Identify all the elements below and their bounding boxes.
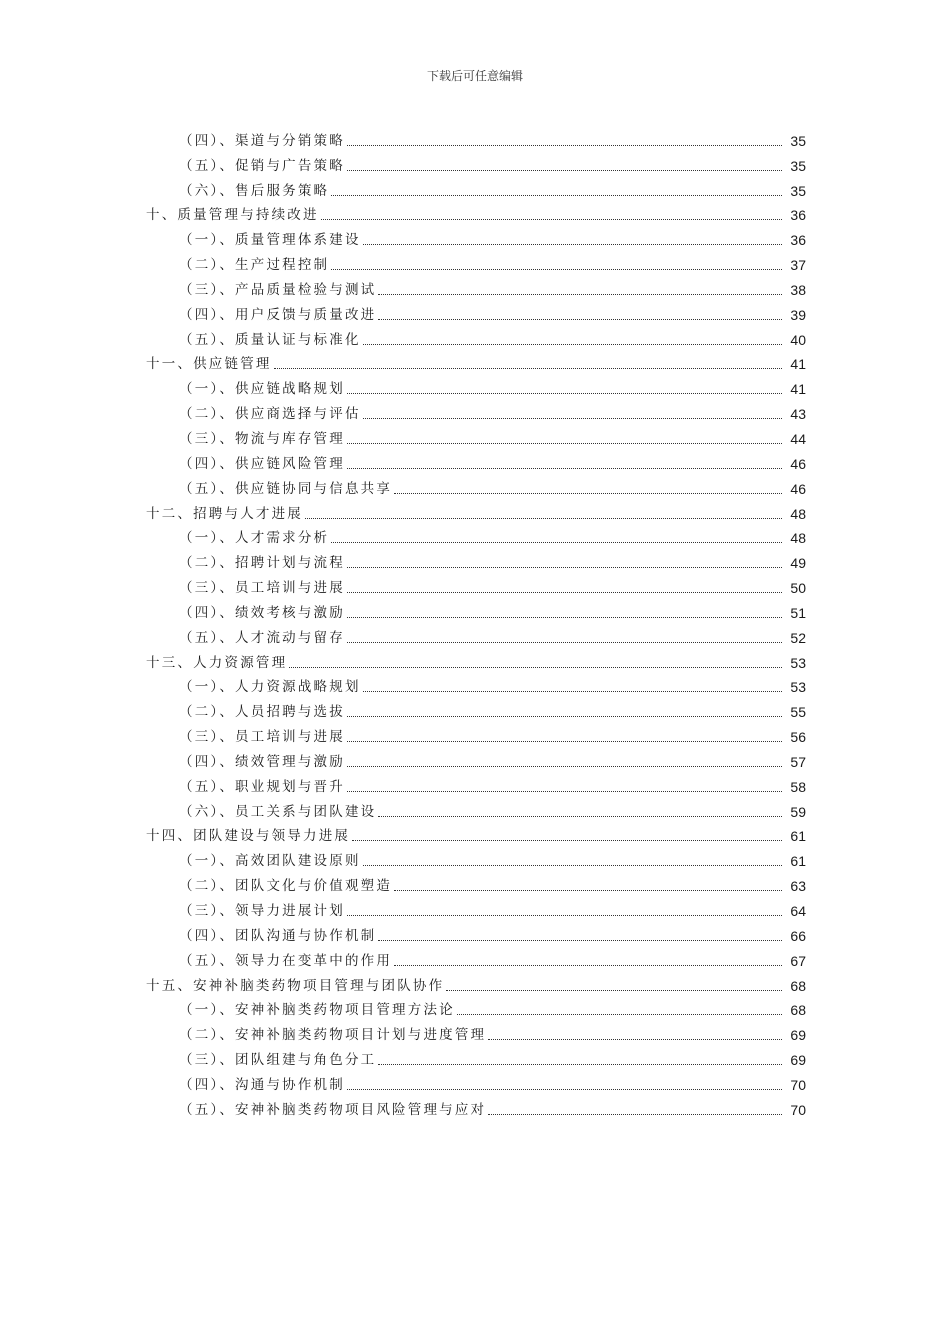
toc-entry-title: （三）、物流与库存管理 (179, 430, 345, 447)
toc-page-number: 61 (790, 853, 806, 870)
toc-dot-leader (394, 965, 782, 966)
toc-dot-leader (289, 667, 782, 668)
toc-entry-title: （二）、招聘计划与流程 (179, 555, 345, 572)
toc-section-entry[interactable] (0, 373, 950, 398)
toc-page-number: 37 (790, 257, 806, 274)
toc-page-number: 39 (790, 306, 806, 323)
toc-section-entry[interactable] (0, 423, 950, 448)
toc-entry-title: （一）、质量管理体系建设 (179, 232, 361, 249)
toc-section-entry[interactable] (0, 274, 950, 299)
toc-entry-title: 十、质量管理与持续改进 (146, 207, 319, 224)
toc-chapter-entry[interactable] (0, 821, 950, 846)
toc-dot-leader (347, 791, 782, 792)
toc-chapter-entry[interactable] (0, 200, 950, 225)
toc-page-number: 70 (790, 1076, 806, 1093)
toc-page-number: 51 (790, 604, 806, 621)
toc-section-entry[interactable] (0, 696, 950, 721)
toc-entry-title: （一）、人力资源战略规划 (179, 679, 361, 696)
toc-dot-leader (378, 816, 782, 817)
toc-dot-leader (347, 393, 782, 394)
toc-dot-leader (352, 840, 782, 841)
toc-entry-title: （三）、团队组建与角色分工 (179, 1052, 377, 1069)
toc-entry-title: （六）、员工关系与团队建设 (179, 803, 377, 820)
toc-dot-leader (347, 1089, 782, 1090)
toc-page-number: 53 (790, 654, 806, 671)
toc-section-entry[interactable] (0, 895, 950, 920)
toc-page-number: 41 (790, 381, 806, 398)
toc-entry-title: （四）、沟通与协作机制 (179, 1076, 345, 1093)
toc-page-number: 70 (790, 1101, 806, 1118)
toc-page-number: 68 (790, 977, 806, 994)
toc-entry-title: （二）、人员招聘与选拔 (179, 704, 345, 721)
toc-page-number: 35 (790, 157, 806, 174)
toc-dot-leader (347, 716, 782, 717)
toc-page-number: 43 (790, 406, 806, 423)
toc-dot-leader (488, 1114, 782, 1115)
toc-entry-title: （五）、领导力在变革中的作用 (179, 952, 393, 969)
toc-page-number: 49 (790, 555, 806, 572)
toc-chapter-entry[interactable] (0, 498, 950, 523)
toc-page-number: 59 (790, 803, 806, 820)
toc-dot-leader (274, 368, 782, 369)
toc-dot-leader (331, 269, 782, 270)
toc-entry-title: 十一、供应链管理 (146, 356, 272, 373)
toc-entry-title: （一）、供应链战略规划 (179, 381, 345, 398)
toc-page-number: 66 (790, 927, 806, 944)
toc-entry-title: （四）、绩效管理与激励 (179, 753, 345, 770)
toc-entry-title: （四）、渠道与分销策略 (179, 132, 345, 149)
toc-entry-title: （二）、生产过程控制 (179, 257, 330, 274)
toc-section-entry[interactable] (0, 995, 950, 1020)
toc-section-entry[interactable] (0, 622, 950, 647)
toc-section-entry[interactable] (0, 324, 950, 349)
toc-dot-leader (347, 468, 782, 469)
toc-page-number: 48 (790, 505, 806, 522)
toc-section-entry[interactable] (0, 398, 950, 423)
toc-dot-leader (347, 443, 782, 444)
toc-entry-title: （一）、人才需求分析 (179, 530, 330, 547)
toc-page-number: 68 (790, 1002, 806, 1019)
toc-page-number: 35 (790, 182, 806, 199)
toc-dot-leader (378, 940, 782, 941)
toc-entry-title: （二）、团队文化与价值观塑造 (179, 878, 393, 895)
toc-dot-leader (331, 542, 782, 543)
toc-dot-leader (347, 766, 782, 767)
toc-page-number: 46 (790, 455, 806, 472)
toc-page-number: 64 (790, 903, 806, 919)
toc-dot-leader (378, 294, 782, 295)
toc-dot-leader (347, 170, 782, 171)
toc-page-number: 56 (790, 729, 806, 746)
toc-section-entry[interactable] (0, 175, 950, 200)
toc-entry-title: （五）、职业规划与晋升 (179, 778, 345, 795)
toc-entry-title: （一）、高效团队建设原则 (179, 853, 361, 870)
toc-entry-title: 十二、招聘与人才进展 (146, 505, 303, 522)
toc-entry-title: （三）、产品质量检验与测试 (179, 281, 377, 298)
toc-page-number: 36 (790, 207, 806, 224)
toc-dot-leader (347, 915, 782, 916)
toc-entry-title: （四）、绩效考核与激励 (179, 604, 345, 621)
toc-page-number: 67 (790, 952, 806, 969)
toc-dot-leader (347, 567, 782, 568)
toc-section-entry[interactable] (0, 448, 950, 473)
toc-entry-title: （三）、领导力进展计划 (179, 903, 345, 919)
toc-chapter-entry[interactable] (0, 970, 950, 995)
toc-dot-leader (363, 344, 782, 345)
toc-section-entry[interactable] (0, 125, 950, 150)
toc-page-number: 57 (790, 753, 806, 770)
toc-chapter-entry[interactable] (0, 647, 950, 672)
toc-section-entry[interactable] (0, 920, 950, 945)
toc-section-entry[interactable] (0, 721, 950, 746)
table-of-contents (0, 125, 950, 1119)
toc-section-entry[interactable] (0, 249, 950, 274)
toc-section-entry[interactable] (0, 473, 950, 498)
toc-page-number: 63 (790, 878, 806, 895)
toc-section-entry[interactable] (0, 224, 950, 249)
toc-dot-leader (331, 195, 782, 196)
toc-dot-leader (321, 219, 782, 220)
toc-dot-leader (363, 691, 782, 692)
toc-dot-leader (488, 1039, 782, 1040)
toc-entry-title: （五）、人才流动与留存 (179, 629, 345, 646)
toc-section-entry[interactable] (0, 870, 950, 895)
toc-entry-title: （二）、安神补脑类药物项目计划与进度管理 (179, 1027, 487, 1044)
toc-dot-leader (347, 741, 782, 742)
toc-entry-title: （一）、安神补脑类药物项目管理方法论 (179, 1002, 455, 1019)
toc-section-entry[interactable] (0, 746, 950, 771)
toc-chapter-entry[interactable] (0, 349, 950, 374)
toc-section-entry[interactable] (0, 771, 950, 796)
toc-page-number: 52 (790, 629, 806, 646)
toc-dot-leader (305, 518, 782, 519)
toc-dot-leader (378, 1064, 782, 1065)
toc-page-number: 44 (790, 430, 806, 447)
toc-page-number: 38 (790, 281, 806, 298)
toc-page-number: 61 (790, 828, 806, 845)
toc-dot-leader (347, 592, 782, 593)
toc-dot-leader (347, 642, 782, 643)
toc-dot-leader (363, 244, 782, 245)
toc-entry-title: 十三、人力资源管理 (146, 654, 288, 671)
toc-dot-leader (363, 865, 782, 866)
toc-section-entry[interactable] (0, 547, 950, 572)
toc-entry-title: （五）、质量认证与标准化 (179, 331, 361, 348)
toc-page-number: 55 (790, 704, 806, 721)
toc-page-number: 40 (790, 331, 806, 348)
toc-entry-title: （五）、促销与广告策略 (179, 157, 345, 174)
toc-page-number: 50 (790, 580, 806, 597)
toc-entry-title: （二）、供应商选择与评估 (179, 406, 361, 423)
toc-page-number: 53 (790, 679, 806, 696)
toc-dot-leader (457, 1014, 782, 1015)
toc-entry-title: （四）、团队沟通与协作机制 (179, 927, 377, 944)
toc-entry-title: （六）、售后服务策略 (179, 182, 330, 199)
toc-section-entry[interactable] (0, 1094, 950, 1119)
page-header: 下载后可任意编辑 (426, 69, 523, 83)
toc-section-entry[interactable] (0, 1044, 950, 1069)
toc-entry-title: 十五、安神补脑类药物项目管理与团队协作 (146, 977, 445, 994)
toc-entry-title: （五）、供应链协同与信息共享 (179, 480, 393, 497)
toc-section-entry[interactable] (0, 796, 950, 821)
toc-page-number: 35 (790, 132, 806, 149)
toc-page-number: 41 (790, 356, 806, 373)
toc-entry-title: （五）、安神补脑类药物项目风险管理与应对 (179, 1101, 487, 1118)
toc-entry-title: （三）、员工培训与进展 (179, 580, 345, 597)
toc-section-entry[interactable] (0, 672, 950, 697)
toc-page-number: 69 (790, 1052, 806, 1069)
toc-entry-title: （四）、用户反馈与质量改进 (179, 306, 377, 323)
toc-section-entry[interactable] (0, 945, 950, 970)
toc-entry-title: 十四、团队建设与领导力进展 (146, 828, 351, 845)
toc-page-number: 46 (790, 480, 806, 497)
toc-dot-leader (347, 145, 782, 146)
toc-dot-leader (394, 493, 782, 494)
toc-page-number: 69 (790, 1027, 806, 1044)
toc-section-entry[interactable] (0, 1069, 950, 1094)
toc-dot-leader (363, 418, 782, 419)
toc-dot-leader (394, 890, 782, 891)
toc-page-number: 48 (790, 530, 806, 547)
toc-dot-leader (378, 319, 782, 320)
toc-section-entry[interactable] (0, 1019, 950, 1044)
toc-section-entry[interactable] (0, 299, 950, 324)
toc-section-entry[interactable] (0, 845, 950, 870)
toc-dot-leader (446, 990, 782, 991)
toc-entry-title: （四）、供应链风险管理 (179, 455, 345, 472)
toc-section-entry[interactable] (0, 572, 950, 597)
toc-entry-title: （三）、员工培训与进展 (179, 729, 345, 746)
toc-section-entry[interactable] (0, 150, 950, 175)
toc-page-number: 36 (790, 232, 806, 249)
toc-section-entry[interactable] (0, 597, 950, 622)
toc-page-number: 58 (790, 778, 806, 795)
toc-section-entry[interactable] (0, 523, 950, 548)
toc-dot-leader (347, 617, 782, 618)
